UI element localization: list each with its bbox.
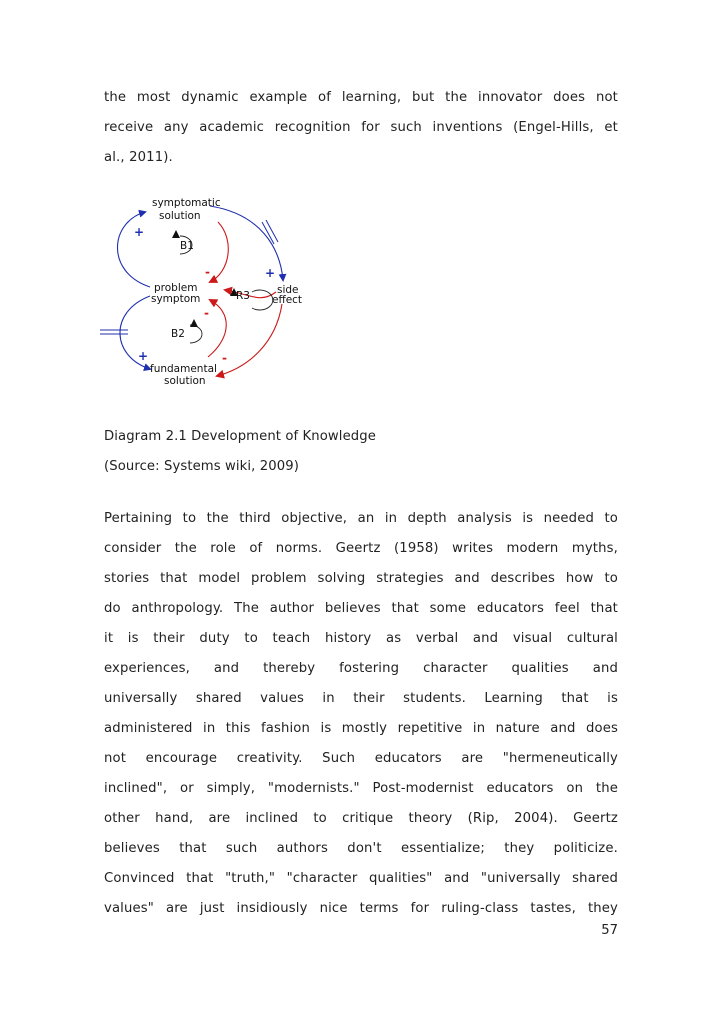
intro-line-2: receive any academic recognition for such inventions (Engel-Hills, et xyxy=(104,120,618,135)
sign-minus-middle: - xyxy=(204,306,209,320)
diagram-caption: Diagram 2.1 Development of Knowledge xyxy=(104,429,376,444)
arrow-symptomatic-to-problem xyxy=(210,222,228,282)
intro-line-3: al., 2011). xyxy=(104,150,173,165)
node-side-line1: side xyxy=(277,284,299,296)
body-line-2: consider the role of norms. Geertz (1958) writes modern myths, xyxy=(104,541,618,556)
body-line-10: inclined", or simply, "modernists." Post-modernist educators on the xyxy=(104,781,618,796)
loop-b2-icon xyxy=(190,325,202,343)
sign-minus-top: - xyxy=(205,265,210,279)
loop-b2-label: B2 xyxy=(171,328,185,340)
body-line-12: believes that such authors don't essentialize; they politicize. xyxy=(104,841,618,856)
sign-plus-right: + xyxy=(265,266,276,280)
body-line-11: other hand, are inclined to critique theory (Rip, 2004). Geertz xyxy=(104,811,618,826)
body-line-6: experiences, and thereby fostering character qualities and xyxy=(104,661,618,676)
loop-r3-icon xyxy=(252,290,273,310)
body-line-4: do anthropology. The author believes that some educators feel that xyxy=(104,601,618,616)
loop-b2-head xyxy=(190,319,198,327)
causal-loop-diagram xyxy=(100,192,310,398)
arrow-side-to-fundamental xyxy=(217,304,282,376)
sign-minus-bottom: - xyxy=(222,351,227,365)
body-line-14: values" are just insidiously nice terms for ruling-class tastes, they xyxy=(104,901,618,916)
node-fundamental-line2: solution xyxy=(164,375,206,387)
arrow-fundamental-to-problem xyxy=(208,300,226,357)
body-line-1: Pertaining to the third objective, an in depth analysis is needed to xyxy=(104,511,618,526)
arrow-problem-to-symptomatic xyxy=(118,212,151,287)
node-fundamental-line1: fundamental xyxy=(150,363,217,375)
body-line-9: not encourage creativity. Such educators are "hermeneutically xyxy=(104,751,618,766)
sign-plus-left-top: + xyxy=(134,225,145,239)
node-problem-line2: symptom xyxy=(151,293,201,305)
intro-line-1: the most dynamic example of learning, but the innovator does not xyxy=(104,90,618,105)
diagram-source: (Source: Systems wiki, 2009) xyxy=(104,459,299,474)
body-line-7: universally shared values in their students. Learning that is xyxy=(104,691,618,706)
loop-r3-label: R3 xyxy=(236,290,250,302)
node-symptomatic-line2: solution xyxy=(159,210,201,222)
node-symptomatic-line1: symptomatic xyxy=(152,197,221,209)
node-side-line2: effect xyxy=(272,294,303,306)
body-line-13: Convinced that "truth," "character qualities" and "universally shared xyxy=(104,871,618,886)
page-number: 57 xyxy=(601,923,618,938)
body-line-5: it is their duty to teach history as verbal and visual cultural xyxy=(104,631,618,646)
loop-b1-head xyxy=(172,230,180,238)
node-problem-line1: problem xyxy=(154,282,198,294)
body-line-8: administered in this fashion is mostly repetitive in nature and does xyxy=(104,721,618,736)
sign-plus-left-bottom: + xyxy=(138,349,149,363)
body-line-3: stories that model problem solving strategies and describes how to xyxy=(104,571,618,586)
loop-b1-label: B1 xyxy=(180,240,194,252)
